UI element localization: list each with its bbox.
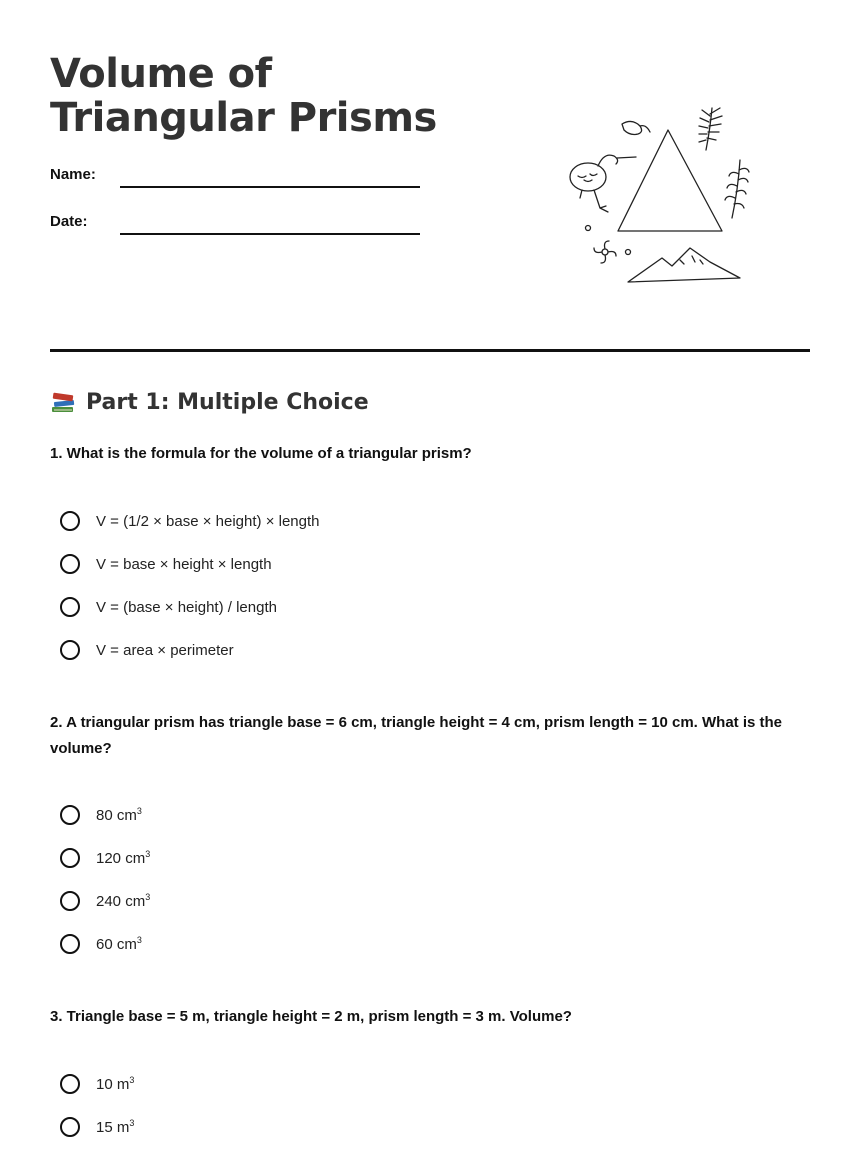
- option-1b[interactable]: V = base × height × length: [60, 551, 272, 577]
- option-1d[interactable]: V = area × perimeter: [60, 637, 234, 663]
- header-divider: [50, 349, 810, 352]
- date-field: [50, 213, 420, 237]
- mountain-drawing: [628, 248, 740, 282]
- radio-button[interactable]: [60, 597, 80, 617]
- option-2d[interactable]: 60 $cm^3$: [60, 931, 142, 957]
- leaf-sprig-drawing: [725, 160, 749, 218]
- radio-button[interactable]: [60, 848, 80, 868]
- option-1a[interactable]: V = (1/2 × base × height) × length: [60, 508, 320, 534]
- question-3: 3. Triangle base = 5 m, triangle height = 2 m, prism length = 3 m. Volume?: [50, 1008, 572, 1025]
- radio-button[interactable]: [60, 1074, 80, 1094]
- option-3a[interactable]: 10 $m^3$: [60, 1071, 134, 1097]
- section-title: Part 1: Multiple Choice: [86, 389, 369, 415]
- date-label: Date:: [50, 213, 88, 230]
- date-blank-line[interactable]: [120, 233, 420, 235]
- radio-button[interactable]: [60, 511, 80, 531]
- shell-drawing: [622, 121, 650, 134]
- radio-button[interactable]: [60, 805, 80, 825]
- radio-button[interactable]: [60, 640, 80, 660]
- name-field: [50, 166, 420, 190]
- option-1c[interactable]: V = (base × height) / length: [60, 594, 277, 620]
- option-3b[interactable]: 15 $m^3$: [60, 1114, 134, 1140]
- radio-button[interactable]: [60, 934, 80, 954]
- books-icon: [50, 389, 76, 415]
- question-1: 1. What is the formula for the volume of a triangular prism?: [50, 445, 472, 462]
- name-label: Name:: [50, 166, 96, 183]
- kiwi-bird-drawing: [570, 155, 636, 212]
- radio-button[interactable]: [60, 554, 80, 574]
- radio-button[interactable]: [60, 1117, 80, 1137]
- option-2c[interactable]: 240 $cm^3$: [60, 888, 150, 914]
- question-2: 2. A triangular prism has triangle base = 6 cm, triangle height = 4 cm, prism length = 10 cm. What is the volume?: [50, 714, 783, 757]
- page-title: Volume of Triangular Prisms: [50, 51, 437, 141]
- radio-button[interactable]: [60, 891, 80, 911]
- name-blank-line[interactable]: [120, 186, 420, 188]
- option-2b[interactable]: 120 $cm^3$: [60, 845, 150, 871]
- section-heading: [50, 389, 369, 415]
- fern-drawing: [699, 108, 722, 150]
- option-2a[interactable]: 80 $cm^3$: [60, 802, 142, 828]
- triangle-nature-illustration: [560, 100, 760, 290]
